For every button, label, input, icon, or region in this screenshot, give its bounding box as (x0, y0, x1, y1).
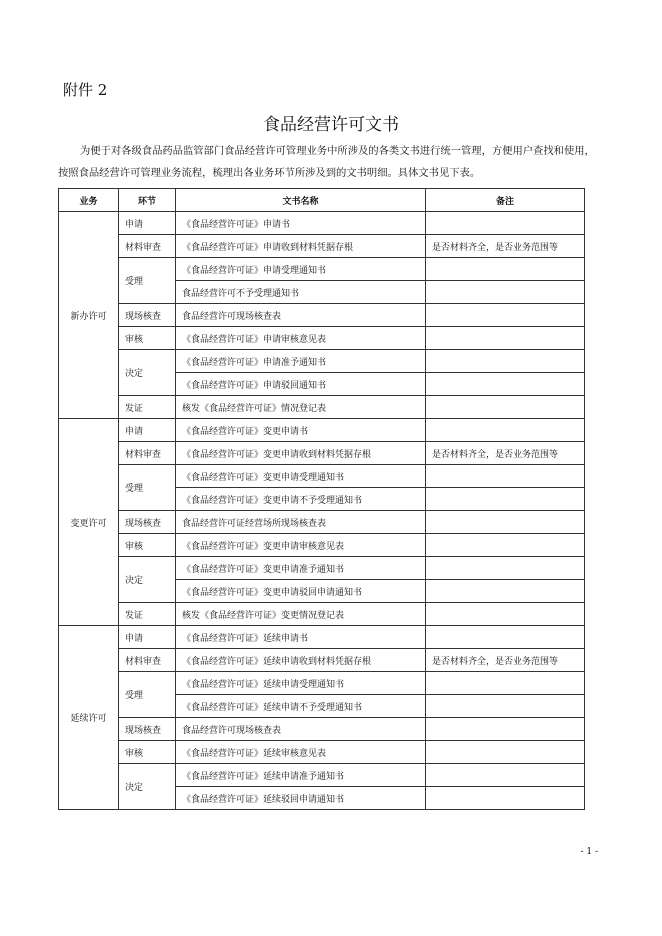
table-row (59, 419, 585, 442)
business-cell: 变更许可 (59, 419, 119, 626)
note-cell (426, 741, 585, 764)
doc-name-cell: 《食品经营许可证》变更申请驳回申请通知书 (176, 580, 426, 603)
note-cell (426, 718, 585, 741)
doc-name-cell: 食品经营许可现场核查表 (176, 304, 426, 327)
note-cell (426, 350, 585, 373)
doc-name-cell: 《食品经营许可证》变更申请书 (176, 419, 426, 442)
table-row (59, 327, 585, 350)
note-cell (426, 787, 585, 810)
note-cell: 是否材料齐全，是否业务范围等 (426, 649, 585, 672)
table-row (59, 258, 585, 281)
doc-name-cell: 《食品经营许可证》申请驳回通知书 (176, 373, 426, 396)
doc-name-cell: 《食品经营许可证》变更申请准予通知书 (176, 557, 426, 580)
table-row (59, 396, 585, 419)
note-cell (426, 626, 585, 649)
business-cell: 新办许可 (59, 212, 119, 419)
stage-cell: 审核 (119, 534, 176, 557)
note-cell (426, 396, 585, 419)
stage-cell: 受理 (119, 672, 176, 718)
note-cell (426, 764, 585, 787)
table-header-row (59, 189, 585, 212)
table-row (59, 235, 585, 258)
stage-cell: 决定 (119, 764, 176, 810)
table-body (59, 212, 585, 810)
doc-name-cell: 《食品经营许可证》延续申请准予通知书 (176, 764, 426, 787)
note-cell (426, 465, 585, 488)
stage-cell: 决定 (119, 350, 176, 396)
note-cell (426, 488, 585, 511)
table-row (59, 534, 585, 557)
stage-cell: 申请 (119, 626, 176, 649)
business-cell: 延续许可 (59, 626, 119, 810)
table-row (59, 649, 585, 672)
doc-name-cell: 《食品经营许可证》变更申请审核意见表 (176, 534, 426, 557)
table-row (59, 741, 585, 764)
note-cell (426, 258, 585, 281)
table-row (59, 557, 585, 580)
note-cell (426, 212, 585, 235)
table-row (59, 212, 585, 235)
stage-cell: 现场核查 (119, 511, 176, 534)
doc-name-cell: 《食品经营许可证》申请审核意见表 (176, 327, 426, 350)
stage-cell: 受理 (119, 465, 176, 511)
stage-cell: 现场核查 (119, 304, 176, 327)
table-row (59, 672, 585, 695)
doc-name-cell: 《食品经营许可证》延续申请书 (176, 626, 426, 649)
note-cell (426, 281, 585, 304)
stage-cell: 发证 (119, 396, 176, 419)
table-row (59, 764, 585, 787)
stage-cell: 现场核查 (119, 718, 176, 741)
doc-name-cell: 《食品经营许可证》延续申请受理通知书 (176, 672, 426, 695)
doc-name-cell: 食品经营许可证经营场所现场核查表 (176, 511, 426, 534)
table-row (59, 350, 585, 373)
doc-name-cell: 《食品经营许可证》申请书 (176, 212, 426, 235)
table-row (59, 442, 585, 465)
note-cell (426, 580, 585, 603)
doc-name-cell: 《食品经营许可证》申请受理通知书 (176, 258, 426, 281)
note-cell: 是否材料齐全，是否业务范围等 (426, 442, 585, 465)
doc-name-cell: 食品经营许可现场核查表 (176, 718, 426, 741)
stage-cell: 审核 (119, 327, 176, 350)
header-stage: 环节 (119, 189, 176, 212)
stage-cell: 材料审查 (119, 235, 176, 258)
note-cell (426, 603, 585, 626)
stage-cell: 发证 (119, 603, 176, 626)
table-row (59, 304, 585, 327)
note-cell (426, 327, 585, 350)
note-cell (426, 695, 585, 718)
doc-name-cell: 食品经营许可不予受理通知书 (176, 281, 426, 304)
stage-cell: 申请 (119, 212, 176, 235)
doc-name-cell: 《食品经营许可证》延续驳回申请通知书 (176, 787, 426, 810)
page-title: 食品经营许可文书 (263, 115, 399, 135)
table-row (59, 603, 585, 626)
stage-cell: 申请 (119, 419, 176, 442)
header-note: 备注 (426, 189, 585, 212)
stage-cell: 决定 (119, 557, 176, 603)
doc-name-cell: 核发《食品经营许可证》情况登记表 (176, 396, 426, 419)
doc-name-cell: 《食品经营许可证》变更申请受理通知书 (176, 465, 426, 488)
stage-cell: 受理 (119, 258, 176, 304)
header-business: 业务 (59, 189, 119, 212)
doc-name-cell: 核发《食品经营许可证》变更情况登记表 (176, 603, 426, 626)
note-cell (426, 672, 585, 695)
doc-name-cell: 《食品经营许可证》变更申请收到材料凭据存根 (176, 442, 426, 465)
table-row (59, 465, 585, 488)
note-cell: 是否材料齐全，是否业务范围等 (426, 235, 585, 258)
intro-text: 为便于对各级食品药品监管部门食品经营许可管理业务中所涉及的各类文书进行统一管理，方便用户查找和使用，按照食品经营许可管理业务流程，梳理出各业务环节所涉及到的文书明细。具体文书见下表。 (58, 145, 595, 179)
note-cell (426, 304, 585, 327)
note-cell (426, 534, 585, 557)
doc-name-cell: 《食品经营许可证》申请收到材料凭据存根 (176, 235, 426, 258)
note-cell (426, 557, 585, 580)
table-row (59, 718, 585, 741)
stage-cell: 审核 (119, 741, 176, 764)
document-table (58, 188, 585, 810)
note-cell (426, 419, 585, 442)
doc-name-cell: 《食品经营许可证》延续申请收到材料凭据存根 (176, 649, 426, 672)
page-number: - 1 - (580, 847, 598, 857)
intro-paragraph (58, 140, 603, 184)
header-doc-name: 文书名称 (176, 189, 426, 212)
attachment-label: 附件 2 (63, 81, 108, 99)
doc-name-cell: 《食品经营许可证》延续审核意见表 (176, 741, 426, 764)
note-cell (426, 373, 585, 396)
doc-name-cell: 《食品经营许可证》变更申请不予受理通知书 (176, 488, 426, 511)
stage-cell: 材料审查 (119, 649, 176, 672)
stage-cell: 材料审查 (119, 442, 176, 465)
table-row (59, 511, 585, 534)
table-row (59, 626, 585, 649)
note-cell (426, 511, 585, 534)
doc-name-cell: 《食品经营许可证》申请准予通知书 (176, 350, 426, 373)
doc-name-cell: 《食品经营许可证》延续申请不予受理通知书 (176, 695, 426, 718)
